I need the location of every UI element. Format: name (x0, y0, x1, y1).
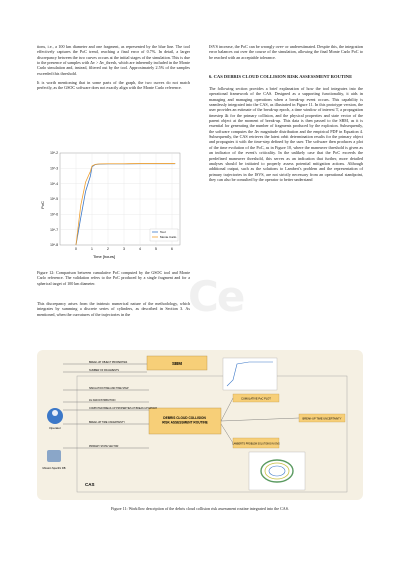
x-ticks (75, 247, 173, 251)
chart-legend (150, 229, 178, 241)
fig11-diagram (37, 350, 363, 500)
operator-label: Operator (49, 426, 61, 430)
input-arrow-label: PRIMARY STATE VECTOR (89, 445, 119, 448)
x-tick-label: 5 (155, 247, 157, 251)
fig11-svg (37, 350, 363, 500)
poc-plot-thumbnail (223, 358, 277, 390)
section-heading: 6. CAS DEBRIS CLOUD COLLISION RISK ASSESSMENT ROUTINE (209, 74, 353, 80)
connector (221, 424, 233, 443)
x-tick-label: 2 (107, 247, 109, 251)
sbm-title: SBM (172, 361, 182, 366)
input-arrow-label: BREAK-UP OBJECT PROPERTIES (89, 361, 128, 364)
input-arrow-label: SIMULATION TIME AND TIME STEP (89, 387, 129, 390)
fig12-chart (38, 145, 190, 265)
connector (221, 398, 233, 421)
legend-label: Tool (160, 230, 166, 234)
isvs-thumbnail (249, 452, 305, 490)
x-tick-label: 4 (139, 247, 141, 251)
x-axis-label: Time [hours] (92, 254, 116, 259)
paragraph: tions, i.e., a 100 km diameter and one fragment, as represented by the blue line. The tool effectively captures the PoC trend, reaching a final error of 0.7%. In detail, a larger discrepancy between the two curves occurs at the initial stages of the simulation. This is due to the presence of samples with Δv > Δv_thresh, which are inherently included in the Monte Carlo simulation and, instead, filtered out by the tool. Approximately 2.5% of the samples exceeded this threshold. (37, 44, 190, 76)
input-arrow-label: BREAK-UP TIME UNCERTAINTY (89, 421, 125, 424)
output-label: LAMBERT'S PROBLEM SOLUTIONS IN ISVS (232, 443, 280, 446)
paragraph: ISVS increase, the PoC can be wrongly over- or underestimated. Despite this, the integration error balances out over the course of the simulation, allowing the final Monte Carlo PoC to be reached with an acceptable tolerance. (209, 44, 363, 60)
right-column (209, 44, 363, 186)
y-tick-label: 10^-8 (50, 243, 58, 248)
input-arrow-label: NUMBER OF FRAGMENTS (89, 369, 120, 372)
output-label: CUMULATIVE PoC PLOT (241, 397, 271, 401)
left-column-bottom (37, 301, 190, 321)
y-tick-label: 10^-5 (50, 197, 58, 202)
database-icon (47, 450, 61, 462)
operator-head-icon (52, 410, 58, 416)
routine-title (162, 416, 208, 425)
y-ticks (50, 151, 58, 247)
y-tick-label: 10^-4 (50, 181, 58, 186)
x-tick-label: 6 (171, 247, 173, 251)
paragraph: It is worth mentioning that in some parts of the graph, the two curves do not match perfectly, as the GSOC software does not exactly align with the Monte Carlo reference. (37, 80, 190, 91)
x-tick-label: 3 (123, 247, 125, 251)
connector (221, 418, 299, 421)
y-tick-label: 10^-3 (50, 166, 58, 171)
cas-label: CAS (85, 482, 95, 487)
paragraph: The following section provides a brief explanation of how the tool integrates into the operational framework of the CAS. Designed as a supporting functionality, it aids in managing and managing operations when a break-up event occurs. This capability is seamlessly integrated into the CAS, as illustrated in Figure 11. In this prototype version, the user provides an estimate of the break-up epoch, a time window of interest T, a propagation timestep Δt for the primary collision, and the physical properties and state vector of the parent object at the moment of break-up. This data is then passed to the SBM, as it is essential for generating the number of fragments produced by the explosion. Subsequently, the software computes the Δv magnitude distribution and the empirical PDF in Equation 4. Subsequently, the CAS retrieves the latest orbit determination results for the primary object and propagates it with the time-step defined by the user. The software then produces a plot of the time evolution of the PoC, as in Figure 10, where the maneuver threshold is given as an indicator of the event's criticality. In the unlikely case that the PoC exceeds the predefined maneuver threshold, this serves as an indication that further, more detailed analyses should be initiated to properly assess potential mitigation actions. Although additional output, such as the solutions to Lambert's problem and the representation of primary trajectories in the ISVS, are not strictly necessary from an operational standpoint, they can also be consulted by the operator to better understand (209, 86, 363, 182)
left-column-top (37, 44, 190, 95)
paragraph: This discrepancy arises from the intrinsic numerical nature of the methodology, which integrates by summing a discrete series of cylinders, as described in Section 3. As mentioned, when the curvatures of the trajectories in the (37, 301, 190, 317)
database-label: Mission Specific DB (42, 467, 66, 470)
y-axis-label: PoC (40, 201, 45, 209)
routine-title-line: DEBRIS CLOUD COLLISION (163, 416, 206, 420)
input-arrow-label: COMPUTED BREAK-UP PROPERTIES AT BREAK-UP EPOCH (89, 407, 157, 410)
legend-label: Monte Carlo (160, 235, 177, 239)
x-tick-label: 1 (91, 247, 93, 251)
routine-title-line: RISK ASSESSMENT ROUTINE (162, 420, 208, 425)
y-tick-label: 10^-2 (50, 151, 58, 156)
x-tick-label: 0 (75, 247, 77, 251)
y-tick-label: 10^-6 (50, 212, 58, 217)
input-arrow-label: ΔV AND DISTRIBUTION (89, 399, 116, 402)
watermark: Ce (188, 272, 244, 321)
output-label: BREAK-UP TIME UNCERTAINTY (302, 417, 342, 421)
fig11-caption: Figure 11: Workflow description of the debris cloud collision risk assessment routine integrated into the CAS. (111, 506, 289, 511)
y-tick-label: 10^-7 (50, 227, 58, 232)
fig12-caption: Figure 12: Comparison between cumulative PoC computed by the GSOC tool and Monte Carlo reference. The validation refers to the PoC produced by a single fragment and for a spherical target of 100 km diameter. (37, 270, 190, 286)
